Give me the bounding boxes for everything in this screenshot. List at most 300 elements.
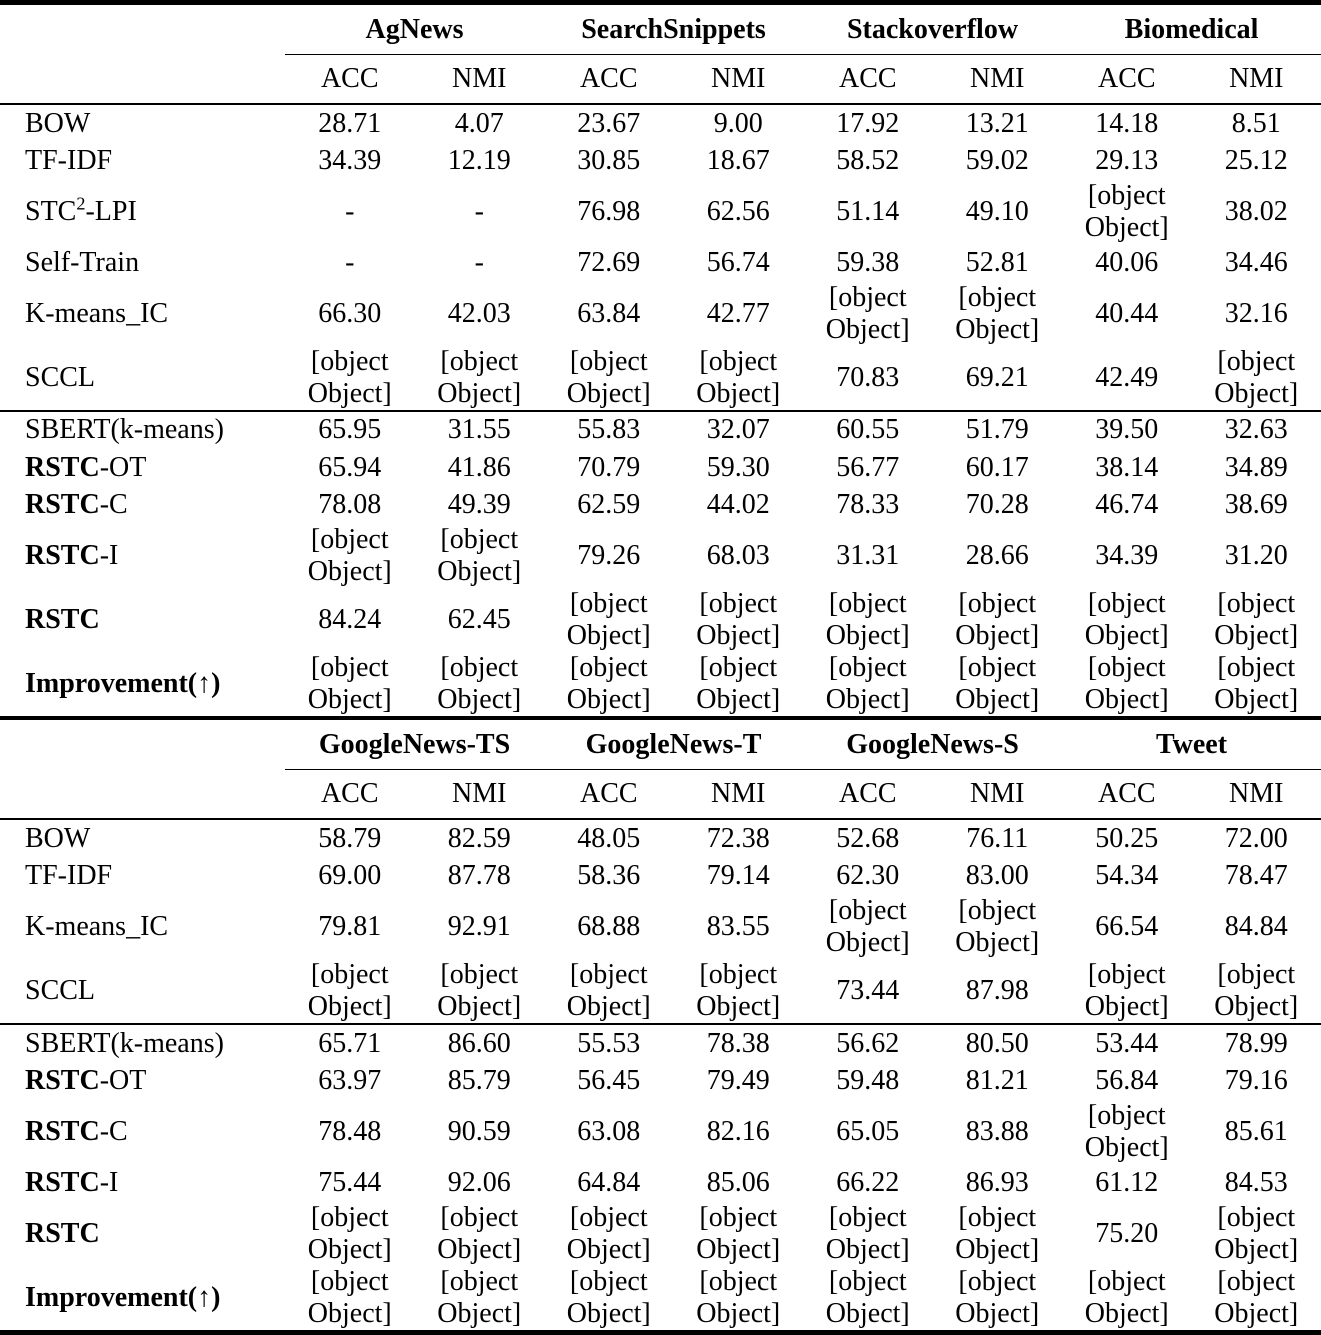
text-part: [object Object] [825,652,910,715]
method-label [0,1063,285,1101]
value-cell [1192,244,1321,282]
method-label [0,1024,285,1063]
value-cell [803,1100,933,1164]
text-part: -I [99,540,119,571]
value-cell [1192,1164,1321,1202]
value-cell [674,1164,804,1202]
value-cell [803,104,933,143]
text-part: 28.71 [318,107,382,139]
value-cell [1192,449,1321,487]
text-part: SCCL [25,975,96,1006]
metric-header-row [0,55,1321,105]
value-cell [415,282,545,346]
value-cell [1192,1266,1321,1333]
text-part: [object Object] [955,652,1040,715]
table-header [0,718,1321,819]
value-cell [285,819,415,858]
table-row [0,449,1321,487]
text-part: K-means_IC [25,911,169,942]
value-cell [674,411,804,450]
text-part: 84.53 [1224,1166,1288,1198]
value-cell [933,1024,1063,1063]
text-part: [object Object] [1084,1265,1169,1329]
dataset-header: Stackoverflow [803,3,1062,55]
metric-header-row [0,770,1321,820]
value-cell [1192,652,1321,716]
text-part: [object Object] [566,959,651,1022]
text-part: - [474,196,484,227]
text-part: 13.21 [965,107,1029,139]
value-cell [415,180,545,244]
text-part: [object Object] [437,524,522,587]
text-part: 46.74 [1095,489,1159,521]
text-part: 56.45 [577,1065,641,1097]
text-part: 40.06 [1095,246,1159,278]
text-part: [object Object] [1084,180,1169,243]
text-part: RSTC [25,1116,100,1147]
value-cell [1192,411,1321,450]
dataset-header-row [0,718,1321,770]
text-part: [object Object] [1084,959,1169,1022]
text-part: 83.55 [706,911,770,942]
value-cell [1062,959,1192,1024]
table-body [0,104,1321,716]
text-part: [object Object] [307,652,392,715]
text-part: 56.62 [836,1027,900,1059]
value-cell [544,487,674,525]
text-part: 65.05 [836,1116,900,1147]
text-part: 92.91 [447,911,511,942]
text-part: 38.02 [1224,196,1288,227]
value-cell [803,244,933,282]
value-cell [285,244,415,282]
text-part: [object Object] [955,895,1040,958]
text-part: RSTC [25,1065,100,1097]
text-part: 40.44 [1095,297,1159,329]
text-part: [object Object] [1214,1201,1299,1265]
text-part: [object Object] [1214,345,1299,409]
value-cell [933,1266,1063,1333]
table-row [0,524,1321,588]
text-part: 56.74 [706,246,770,278]
value-cell [674,143,804,181]
value-cell [674,1024,804,1063]
metric-header: NMI [674,770,804,820]
text-part: 42.49 [1095,361,1159,393]
metric-header: NMI [933,55,1063,105]
value-cell [1192,1024,1321,1063]
value-cell [803,180,933,244]
text-part: 41.86 [447,451,511,483]
value-cell [415,895,545,959]
table-row [0,1063,1321,1101]
value-cell [803,1266,933,1333]
text-part: RSTC [25,1217,100,1249]
text-part: 56.84 [1095,1065,1159,1097]
text-part: 75.44 [318,1166,382,1198]
text-part: 58.79 [318,822,382,854]
dataset-header: GoogleNews-S [803,718,1062,770]
dataset-header: GoogleNews-T [544,718,803,770]
value-cell [803,895,933,959]
text-part: 4.07 [454,107,504,139]
text-part: 82.16 [706,1116,770,1147]
method-label [0,652,285,716]
text-part: 62.30 [836,860,900,892]
text-part: 86.60 [447,1027,511,1059]
text-part: 79.14 [706,860,770,892]
value-cell [1062,895,1192,959]
dataset-header: Tweet [1062,718,1321,770]
value-cell [544,959,674,1024]
value-cell [1192,858,1321,896]
text-part: 8.51 [1231,107,1281,139]
value-cell [1062,652,1192,716]
value-cell [415,524,545,588]
text-part: 60.17 [965,451,1029,483]
value-cell [803,819,933,858]
text-part: 28.66 [965,540,1029,571]
value-cell [933,487,1063,525]
value-cell [544,895,674,959]
text-part: 70.79 [577,451,641,483]
value-cell [415,819,545,858]
text-part: [object Object] [1084,1100,1169,1163]
text-part: 44.02 [706,489,770,521]
value-cell [285,524,415,588]
text-part: RSTC [25,540,100,571]
text-part: [object Object] [307,1265,392,1329]
text-part: 31.55 [447,414,511,446]
value-cell [1062,524,1192,588]
table-row [0,1100,1321,1164]
text-part: [object Object] [825,588,910,651]
text-part: 54.34 [1095,860,1159,892]
method-label [0,819,285,858]
text-part: 17.92 [836,107,900,139]
value-cell [544,411,674,450]
text-part: 59.38 [836,246,900,278]
value-cell [1062,449,1192,487]
value-cell [933,895,1063,959]
value-cell [285,449,415,487]
text-part: 78.08 [318,489,382,521]
text-part: 85.61 [1224,1116,1288,1147]
text-part: 34.89 [1224,451,1288,483]
value-cell [544,858,674,896]
value-cell [285,1202,415,1266]
value-cell [1062,1100,1192,1164]
text-part: 23.67 [577,107,641,139]
text-part: Self-Train [25,246,140,278]
text-part: 65.95 [318,414,382,446]
metric-header: ACC [803,770,933,820]
value-cell [415,487,545,525]
table-row [0,1202,1321,1266]
value-cell [803,1202,933,1266]
dataset-header: Biomedical [1062,3,1321,55]
text-part: 72.38 [706,822,770,854]
text-part: -C [99,1116,128,1147]
value-cell [285,1063,415,1101]
value-cell [415,104,545,143]
text-part: -LPI [85,196,137,227]
text-part: [object Object] [566,345,651,409]
text-part: 69.21 [965,361,1029,393]
value-cell [933,104,1063,143]
text-part: [object Object] [437,652,522,715]
value-cell [1062,1063,1192,1101]
method-label [0,895,285,959]
method-label [0,104,285,143]
value-cell [933,411,1063,450]
value-cell [933,346,1063,411]
table-row [0,959,1321,1024]
value-cell [674,449,804,487]
text-part: TF-IDF [25,860,113,892]
text-part: 81.21 [965,1065,1029,1097]
results-table-bottom [0,716,1321,1335]
text-part: [object Object] [955,1265,1040,1329]
value-cell [285,588,415,652]
text-part: 78.47 [1224,860,1288,892]
value-cell [674,282,804,346]
table-row [0,104,1321,143]
text-part: 50.25 [1095,822,1159,854]
text-part: 79.49 [706,1065,770,1097]
value-cell [285,959,415,1024]
text-part: 86.93 [965,1166,1029,1198]
method-label [0,282,285,346]
method-label [0,1164,285,1202]
metric-header: ACC [1062,55,1192,105]
text-part: 32.16 [1224,297,1288,329]
value-cell [674,1202,804,1266]
value-cell [544,1202,674,1266]
value-cell [674,1063,804,1101]
text-part: 76.11 [966,822,1029,854]
text-part: 78.38 [706,1027,770,1059]
text-part: [object Object] [696,345,781,409]
value-cell [1192,1100,1321,1164]
text-part: 70.28 [965,489,1029,521]
table-row [0,652,1321,716]
value-cell [544,1266,674,1333]
text-part: 59.48 [836,1065,900,1097]
value-cell [803,588,933,652]
value-cell [285,895,415,959]
value-cell [803,652,933,716]
value-cell [933,1100,1063,1164]
text-part: [object Object] [955,588,1040,651]
text-part: 62.56 [706,196,770,227]
value-cell [674,1100,804,1164]
text-part: [object Object] [1084,652,1169,715]
text-part: 34.46 [1224,246,1288,278]
text-part: 31.31 [836,540,900,571]
text-part: 62.59 [577,489,641,521]
text-part: -OT [99,451,147,483]
metric-header: NMI [1192,770,1321,820]
value-cell [1192,1202,1321,1266]
text-part: 70.83 [836,361,900,393]
value-cell [1192,180,1321,244]
value-cell [415,143,545,181]
table-row [0,895,1321,959]
text-part: 78.99 [1224,1027,1288,1059]
text-part: 38.69 [1224,489,1288,521]
text-part: 79.16 [1224,1065,1288,1097]
value-cell [544,1164,674,1202]
text-part: 32.07 [706,414,770,446]
value-cell [544,143,674,181]
value-cell [285,1024,415,1063]
value-cell [803,449,933,487]
text-part: [object Object] [437,1265,522,1329]
value-cell [1192,524,1321,588]
text-part: 83.88 [965,1116,1029,1147]
text-part: 39.50 [1095,414,1159,446]
dataset-header: AgNews [285,3,544,55]
text-part: 48.05 [577,822,641,854]
text-part: 55.53 [577,1027,641,1059]
text-part: SBERT(k-means) [25,414,224,446]
text-part: 64.84 [577,1166,641,1198]
text-part: [object Object] [825,1201,910,1265]
text-part: 9.00 [713,107,763,139]
metric-header: NMI [415,55,545,105]
value-cell [544,588,674,652]
text-part: - [345,196,355,227]
text-part: 92.06 [447,1166,511,1198]
text-part: 68.88 [577,911,641,942]
corner-cell [0,55,285,105]
text-part: 72.00 [1224,822,1288,854]
dataset-header-row [0,3,1321,55]
method-label [0,180,285,244]
value-cell [933,588,1063,652]
metric-header: ACC [1062,770,1192,820]
corner-cell [0,718,285,770]
metric-header: NMI [933,770,1063,820]
value-cell [285,1266,415,1333]
metric-header: NMI [674,55,804,105]
value-cell [415,652,545,716]
text-part: 76.98 [577,196,641,227]
value-cell [1062,588,1192,652]
value-cell [285,104,415,143]
table-row [0,282,1321,346]
corner-cell [0,3,285,55]
value-cell [1192,959,1321,1024]
text-part: 65.94 [318,451,382,483]
value-cell [544,449,674,487]
value-cell [1062,1266,1192,1333]
text-part: 66.54 [1095,911,1159,942]
text-part: 73.44 [836,975,900,1006]
value-cell [415,449,545,487]
text-part: 87.98 [965,975,1029,1006]
method-label [0,959,285,1024]
text-part: [object Object] [307,959,392,1022]
value-cell [544,652,674,716]
text-part: 52.81 [965,246,1029,278]
text-part: 65.71 [318,1027,382,1059]
text-part: 78.33 [836,489,900,521]
metric-header: ACC [544,770,674,820]
text-part: 51.14 [836,196,900,227]
value-cell [803,487,933,525]
text-part: [object Object] [1214,652,1299,715]
method-label [0,1202,285,1266]
value-cell [544,180,674,244]
value-cell [415,1100,545,1164]
text-part: 75.20 [1095,1217,1159,1249]
value-cell [933,282,1063,346]
table-row [0,819,1321,858]
text-part: [object Object] [696,1265,781,1329]
value-cell [674,244,804,282]
value-cell [544,1024,674,1063]
metric-header: ACC [803,55,933,105]
value-cell [933,524,1063,588]
text-part: 25.12 [1224,145,1288,177]
text-part: 62.45 [447,604,511,635]
method-label [0,487,285,525]
text-part: 82.59 [447,822,511,854]
value-cell [803,346,933,411]
text-part: [object Object] [1214,1265,1299,1329]
text-part: [object Object] [955,1201,1040,1265]
text-part: - [474,246,484,278]
value-cell [674,1266,804,1333]
value-cell [1062,858,1192,896]
text-part: [object Object] [566,1265,651,1329]
value-cell [544,346,674,411]
value-cell [933,858,1063,896]
value-cell [803,411,933,450]
table-row [0,858,1321,896]
method-label [0,143,285,181]
text-part: [object Object] [955,281,1040,345]
value-cell [803,1164,933,1202]
value-cell [415,959,545,1024]
table-row [0,346,1321,411]
table-row [0,1024,1321,1063]
value-cell [803,858,933,896]
value-cell [1192,282,1321,346]
text-part: [object Object] [307,524,392,587]
text-part: BOW [25,107,91,139]
value-cell [933,1063,1063,1101]
value-cell [544,1100,674,1164]
value-cell [285,411,415,450]
text-part: 85.06 [706,1166,770,1198]
text-part: SCCL [25,361,96,393]
text-part: 34.39 [318,145,382,177]
value-cell [415,858,545,896]
metric-header: NMI [415,770,545,820]
value-cell [933,180,1063,244]
value-cell [1062,104,1192,143]
value-cell [1062,282,1192,346]
value-cell [1192,104,1321,143]
value-cell [933,143,1063,181]
value-cell [544,819,674,858]
value-cell [803,143,933,181]
text-part: 42.77 [706,297,770,329]
text-part: [object Object] [1214,588,1299,651]
